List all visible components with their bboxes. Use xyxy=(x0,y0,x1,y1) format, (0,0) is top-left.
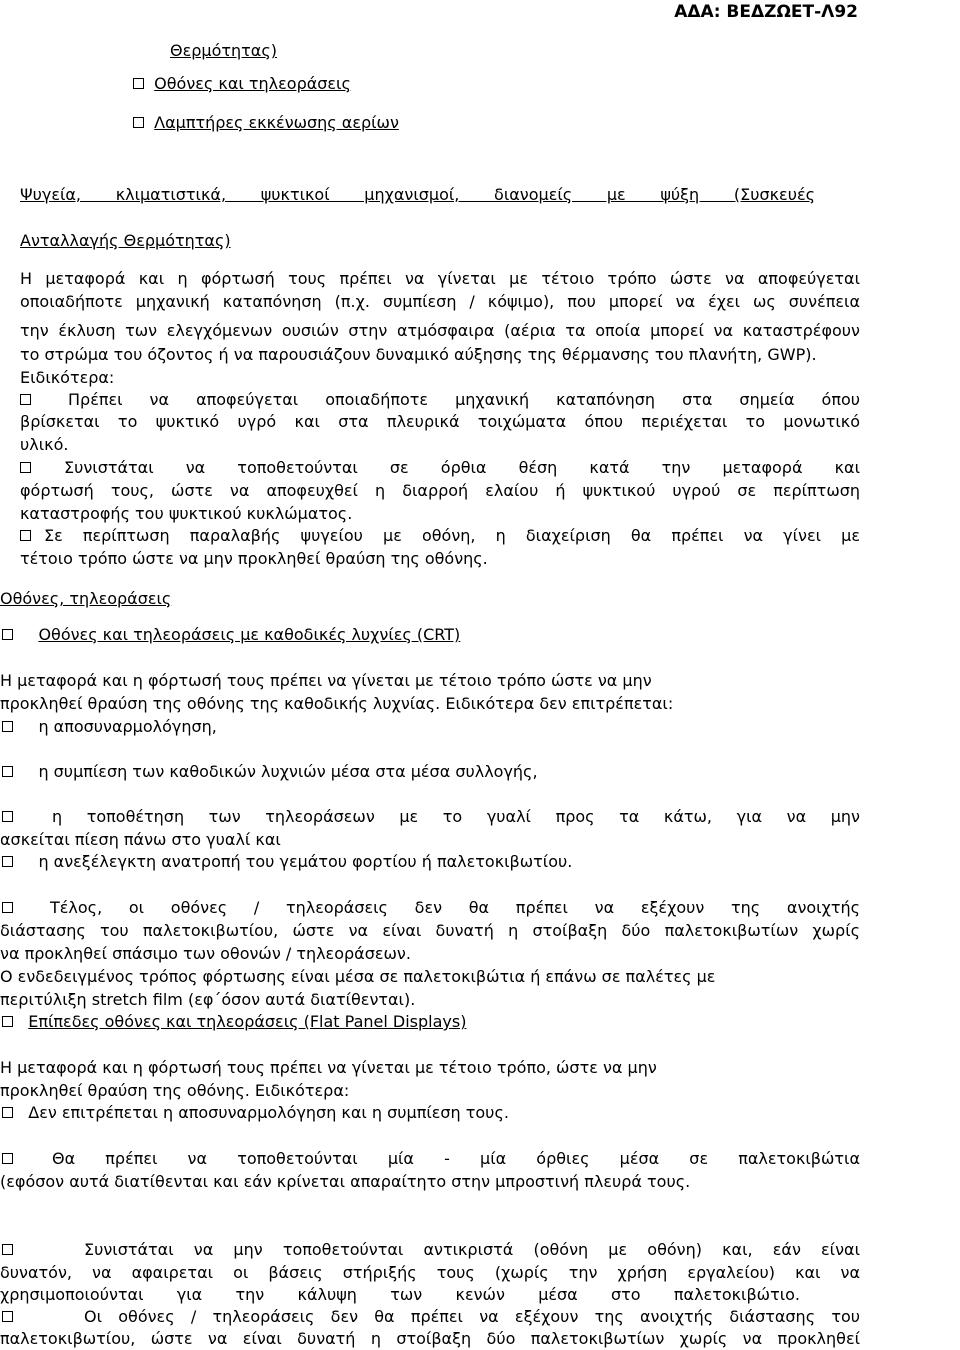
bullet-text: παλετοκιβωτίου, ώστε να είναι δυνατή η στοίβαξη δύο παλετοκιβωτίων χωρίς να προκληθεί xyxy=(0,1329,860,1348)
bullet-text: να προκληθεί σπάσιμο των οθονών / τηλεοράσεων. xyxy=(0,944,411,963)
checkbox-icon xyxy=(2,1244,13,1255)
paragraph-line: την έκλυση των ελεγχόμενων ουσιών στην ατμόσφαιρα (αέρια τα οποία μπορεί να καταστρέφουν xyxy=(20,321,860,340)
checkbox-icon xyxy=(20,462,31,473)
paragraph-line: προκληθεί θραύση της οθόνης της καθοδικής λυχνίας. Ειδικότερα δεν επιτρέπεται: xyxy=(0,694,674,713)
checkbox-icon xyxy=(2,721,13,732)
section-heading: Οθόνες, τηλεοράσεις xyxy=(0,589,172,608)
list-item xyxy=(2,624,460,646)
bullet-text: υλικό. xyxy=(20,435,69,454)
bullet-text: Συνιστάται να μην τοποθετούνται αντικριστά (οθόνη με οθόνη) και, εάν είναι xyxy=(84,1240,860,1259)
checkbox-icon xyxy=(133,78,144,89)
bullet-text: (εφόσον αυτά διατίθενται και εάν κρίνεται απαραίτητο στην μπροστινή πλευρά τους. xyxy=(0,1172,691,1191)
bullet-text: η τοποθέτηση των τηλεοράσεων με το γυαλί προς τα κάτω, για να μην xyxy=(52,807,860,826)
checkbox-icon xyxy=(2,629,13,640)
paragraph-line: Η μεταφορά και η φόρτωσή τους πρέπει να γίνεται με τέτοιο τρόπο ώστε να αποφεύγεται xyxy=(20,269,860,288)
bullet-text: η ανεξέλεγκτη ανατροπή του γεμάτου φορτίου ή παλετοκιβωτίου. xyxy=(38,852,573,871)
paragraph-line: Ειδικότερα: xyxy=(20,368,115,387)
bullet-text: καταστροφής του ψυκτικού κυκλώματος. xyxy=(20,504,353,523)
bullet-text: φόρτωσή τους, ώστε να αποφευχθεί η διαρροή ελαίου ή ψυκτικού υγρού σε περίπτωση xyxy=(20,481,860,500)
checkbox-icon xyxy=(2,766,13,777)
checkbox-icon xyxy=(2,1016,13,1027)
bullet-text: Οι οθόνες / τηλεοράσεις δεν θα πρέπει να εξέχουν της ανοιχτής διάστασης του xyxy=(84,1307,860,1326)
checkbox-icon xyxy=(2,1311,13,1322)
checkbox-icon xyxy=(2,856,13,867)
paragraph-line: το στρώμα του όζοντος ή να παρουσιάζουν δυναμικό αύξησης της θέρμανσης του πλανήτη, GWP). xyxy=(20,345,817,364)
checkbox-icon xyxy=(20,394,31,405)
bullet-text: δυνατόν, να αφαιρεται οι βάσεις στήριξής τους (χωρίς την χρήση εργαλείου) και να xyxy=(0,1263,860,1282)
checkbox-icon xyxy=(20,530,31,541)
list-item-label: Λαμπτήρες εκκένωσης αερίων xyxy=(154,113,399,132)
list-item xyxy=(2,716,217,738)
continued-heading: Θερμότητας) xyxy=(170,41,277,60)
checkbox-icon xyxy=(2,902,13,913)
bullet-text: η συμπίεση των καθοδικών λυχνιών μέσα στα μέσα συλλογής, xyxy=(38,762,538,781)
ada-code: ΑΔΑ: ΒΕΔΖΩΕΤ-Λ92 xyxy=(674,2,858,22)
checkbox-icon xyxy=(133,117,144,128)
paragraph-line: Η μεταφορά και η φόρτωσή τους πρέπει να γίνεται με τέτοιο τρόπο, ώστε να μην xyxy=(0,1058,657,1077)
list-item xyxy=(2,1011,466,1033)
checkbox-icon xyxy=(2,1107,13,1118)
bullet-text: Δεν επιτρέπεται η αποσυναρμολόγηση και η συμπίεση τους. xyxy=(28,1103,509,1122)
bullet-text: η αποσυναρμολόγηση, xyxy=(38,717,217,736)
list-item xyxy=(133,73,351,95)
list-item xyxy=(2,1102,509,1124)
paragraph-line: περιτύλιξη stretch film (εφ΄όσον αυτά διατίθενται). xyxy=(0,990,416,1009)
list-item xyxy=(2,851,572,873)
list-item xyxy=(133,112,399,134)
checkbox-icon xyxy=(2,1153,13,1164)
bullet-text: χρησιμοποιούνται για την κάλυψη των κενών μέσα στο παλετοκιβώτιο. xyxy=(0,1285,800,1304)
paragraph-line: Η μεταφορά και η φόρτωσή τους πρέπει να γίνεται με τέτοιο τρόπο ώστε να μην xyxy=(0,671,652,690)
bullet-text: Θα πρέπει να τοποθετούνται μία - μία όρθιες μέσα σε παλετοκιβώτια xyxy=(52,1149,860,1168)
subsection-heading: Οθόνες και τηλεοράσεις με καθοδικές λυχνίες (CRT) xyxy=(38,625,461,644)
bullet-text: ασκείται πίεση πάνω στο γυαλί και xyxy=(0,830,281,849)
bullet-text: Πρέπει να αποφεύγεται οποιαδήποτε μηχανική καταπόνηση στα σημεία όπου xyxy=(68,390,860,409)
paragraph-line: προκληθεί θραύση της οθόνης. Ειδικότερα: xyxy=(0,1081,350,1100)
list-item-label: Οθόνες και τηλεοράσεις xyxy=(154,74,351,93)
bullet-text: βρίσκεται το ψυκτικό υγρό και στα πλευρικά τοιχώματα όπου περιέχεται το μονωτικό xyxy=(20,412,860,431)
subsection-heading: Επίπεδες οθόνες και τηλεοράσεις (Flat Panel Displays) xyxy=(28,1012,467,1031)
bullet-text: Σε περίπτωση παραλαβής ψυγείου με οθόνη, η διαχείριση θα πρέπει να γίνει με xyxy=(44,526,860,545)
paragraph-line: Ο ενδεδειγμένος τρόπος φόρτωσης είναι μέσα σε παλετοκιβώτια ή επάνω σε παλέτες με xyxy=(0,967,716,986)
bullet-text: τέτοιο τρόπο ώστε να μην προκληθεί θραύση της οθόνης. xyxy=(20,549,488,568)
section-heading: Ανταλλαγής Θερμότητας) xyxy=(20,231,231,250)
bullet-text: διάστασης του παλετοκιβωτίου, ώστε να είναι δυνατή η στοίβαξη δύο παλετοκιβωτίων χωρίς xyxy=(0,921,860,940)
bullet-text: Συνιστάται να τοποθετούνται σε όρθια θέση κατά την μεταφορά και xyxy=(64,458,860,477)
section-heading: Ψυγεία, κλιματιστικά, ψυκτικοί μηχανισμοί, διανομείς με ψύξη (Συσκευές xyxy=(20,185,815,204)
paragraph-line: οποιαδήποτε μηχανική καταπόνηση (π.χ. συμπίεση / κόψιμο), που μπορεί να έχει ως συνέπεια xyxy=(20,292,860,311)
checkbox-icon xyxy=(2,811,13,822)
list-item xyxy=(2,761,538,783)
bullet-text: Τέλος, οι οθόνες / τηλεοράσεις δεν θα πρέπει να εξέχουν της ανοιχτής xyxy=(50,898,860,917)
